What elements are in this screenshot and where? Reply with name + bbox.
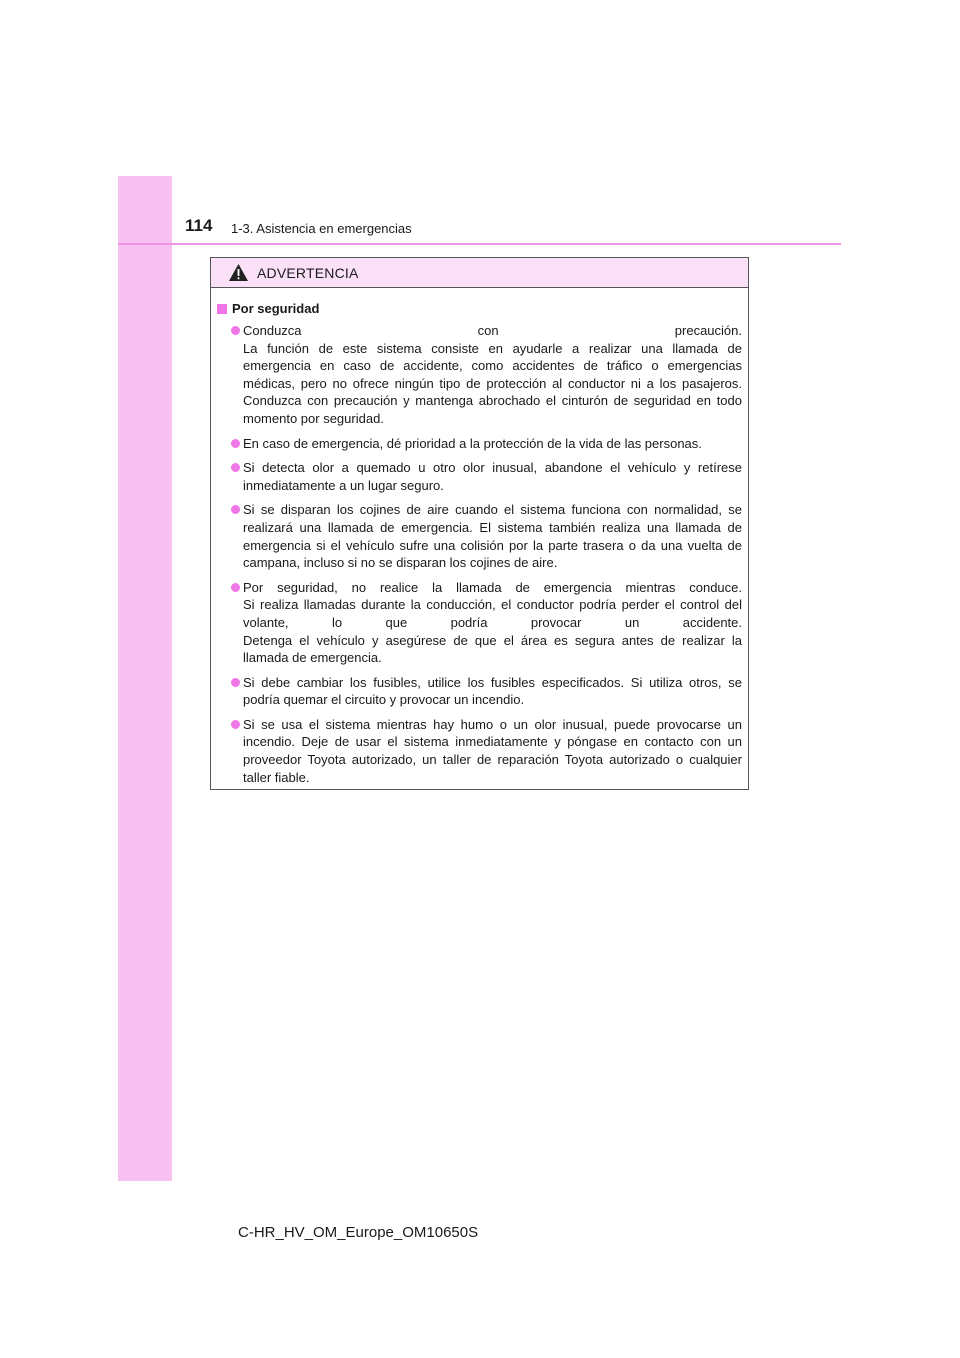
bullet-text-line: Conduzca con precaución. [243, 323, 742, 338]
bullet-text-line: incendio. Deje de usar el sistema inmediatamente y póngase en contacto con un [243, 734, 742, 750]
bullet-text-line: llamada de emergencia. [243, 650, 382, 666]
bullet-text-line: Si debe cambiar los fusibles, utilice los fusibles especificados. Si utiliza otros, se [243, 674, 742, 690]
round-bullet-icon [231, 463, 240, 472]
header-rule [118, 243, 841, 245]
bullet-text-line: inmediatamente a un lugar seguro. [243, 477, 444, 493]
side-color-band [118, 176, 172, 1181]
bullet-text-line: proveedor Toyota autorizado, un taller de reparación Toyota autorizado o cualquier [243, 752, 742, 768]
round-bullet-icon [231, 439, 240, 448]
bullet-item [217, 501, 742, 571]
bullet-text-line: En caso de emergencia, dé prioridad a la protección de la vida de las personas. [243, 435, 702, 451]
bullet-text-line: emergencia si el vehículo sufre una colisión por la parte trasera o da una vuelta de [243, 537, 742, 553]
bullet-text-line: momento por seguridad. [243, 410, 384, 426]
bullet-text-line: Detenga el vehículo y asegúrese de que el área es segura antes de realizar la [243, 632, 742, 648]
bullet-text-line: Si detecta olor a quemado u otro olor inusual, abandone el vehículo y retírese [243, 460, 742, 476]
warning-title: ADVERTENCIA [257, 264, 359, 281]
bullet-text-line: podría quemar el circuito y provocar un incendio. [243, 692, 525, 708]
bullet-text-line: Si se disparan los cojines de aire cuando el sistema funciona con normalidad, se [243, 502, 742, 518]
bullet-text-line: campana, incluso si no se disparan los cojines de aire. [243, 555, 558, 571]
warning-triangle-icon [228, 263, 249, 282]
bullet-text-line: realizará una llamada de emergencia. El sistema también realiza una llamada de [243, 519, 742, 535]
round-bullet-icon [231, 583, 240, 592]
bullet-item [217, 322, 742, 428]
round-bullet-icon [231, 678, 240, 687]
square-bullet-icon [217, 304, 227, 314]
round-bullet-icon [231, 326, 240, 335]
bullet-list [217, 322, 742, 786]
bullet-text-line: médicas, pero no ofrece ningún tipo de protección al conductor ni a los pasajeros. [243, 375, 742, 391]
warning-header [211, 258, 748, 288]
subheading [217, 301, 742, 316]
bullet-text-line: emergencia en caso de accidente, como accidentes de tráfico o emergencias [243, 358, 742, 374]
bullet-text-line: volante, lo que podría provocar un accidente. [243, 614, 742, 630]
bullet-text-line: Por seguridad, no realice la llamada de emergencia mientras conduce. [243, 579, 742, 595]
bullet-text-line: Si se usa el sistema mientras hay humo o un olor inusual, puede provocarse un [243, 716, 742, 732]
bullet-item [217, 435, 742, 453]
bullet-text-line: Si realiza llamadas durante la conducción, el conductor podría perder el control del [243, 597, 742, 613]
bullet-item [217, 579, 742, 667]
bullet-text-line: Conduzca con precaución y mantenga abrochado el cinturón de seguridad en todo [243, 393, 742, 409]
round-bullet-icon [231, 720, 240, 729]
bullet-text-line: La función de este sistema consiste en ayudarle a realizar una llamada de [243, 340, 742, 356]
bullet-item [217, 459, 742, 494]
round-bullet-icon [231, 505, 240, 514]
warning-box [210, 257, 749, 790]
warning-body [211, 288, 748, 786]
page-number: 114 [185, 216, 213, 235]
bullet-item [217, 674, 742, 709]
section-title: 1-3. Asistencia en emergencias [231, 221, 412, 236]
bullet-item [217, 716, 742, 786]
footer-code: C-HR_HV_OM_Europe_OM10650S [238, 1224, 479, 1241]
subheading-text: Por seguridad [232, 301, 320, 316]
bullet-text-line: taller fiable. [243, 769, 310, 785]
